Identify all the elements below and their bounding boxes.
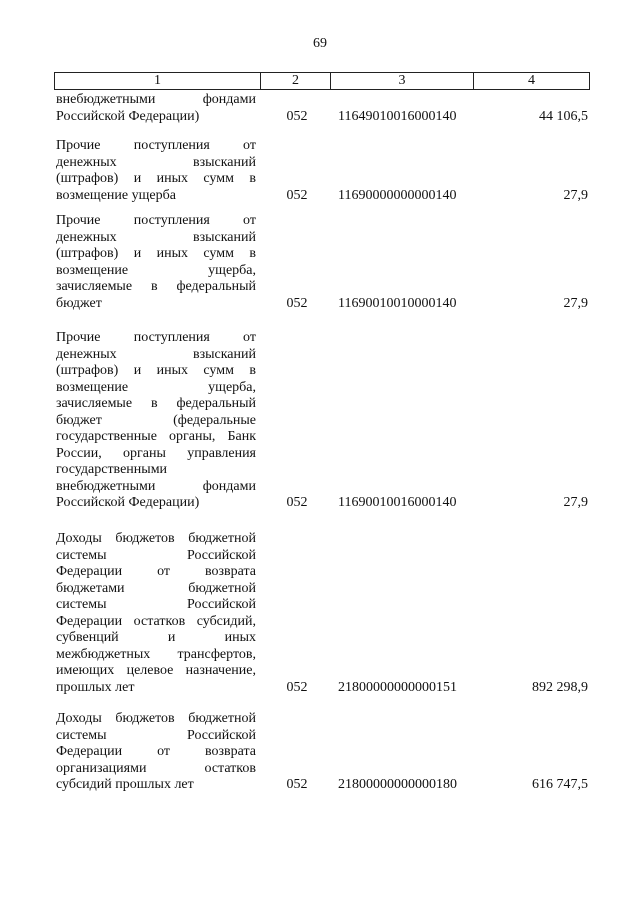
admin-code: 052 — [286, 679, 308, 695]
description-line: зачисляемые в федеральный — [56, 396, 256, 411]
description-line: государственные органы, Банк — [56, 429, 256, 444]
description-line: Федерации от возврата — [56, 564, 256, 579]
description-line: субсидий прошлых лет — [56, 777, 194, 792]
header-col-2: 2 — [261, 73, 331, 89]
admin-code: 052 — [286, 187, 308, 203]
row-description — [56, 711, 256, 794]
header-col-1: 1 — [55, 73, 261, 89]
description-line: системы Российской — [56, 597, 256, 612]
description-line: зачисляемые в федеральный — [56, 279, 256, 294]
budget-classification-code: 11690000000000140 — [338, 187, 457, 203]
admin-code: 052 — [286, 295, 308, 311]
description-line: бюджетами бюджетной — [56, 580, 256, 596]
description-line: Прочие поступления от — [56, 330, 256, 345]
amount: 27,9 — [563, 295, 588, 311]
description-line: России, органы управления — [56, 445, 256, 461]
description-line: Российской Федерации) — [56, 495, 200, 510]
admin-code: 052 — [286, 108, 308, 124]
description-line: денежных взысканий — [56, 154, 256, 170]
description-line: прошлых лет — [56, 679, 135, 695]
description-line: Российской Федерации) — [56, 108, 200, 124]
table-header — [54, 72, 590, 90]
row-description — [56, 330, 256, 512]
budget-classification-code: 21800000000000180 — [338, 777, 457, 792]
description-line: системы Российской — [56, 727, 256, 743]
description-line: Доходы бюджетов бюджетной — [56, 711, 256, 726]
description-line: организациями остатков — [56, 760, 256, 776]
header-col-4: 4 — [528, 73, 535, 88]
description-line: возмещение ущерба — [56, 187, 176, 203]
amount: 27,9 — [563, 495, 588, 510]
description-line: Доходы бюджетов бюджетной — [56, 531, 256, 546]
description-line: денежных взысканий — [56, 229, 256, 245]
row-description — [56, 213, 256, 312]
budget-classification-code: 11690010010000140 — [338, 295, 457, 311]
admin-code: 052 — [286, 495, 308, 510]
amount: 892 298,9 — [532, 679, 588, 695]
description-line: бюджет (федеральные — [56, 412, 256, 428]
description-line: межбюджетных трансфертов, — [56, 646, 256, 662]
description-line: Федерации остатков субсидий, — [56, 613, 256, 629]
admin-code: 052 — [286, 777, 308, 792]
description-line: (штрафов) и иных сумм в — [56, 246, 256, 261]
description-line: бюджет — [56, 295, 102, 311]
description-line: денежных взысканий — [56, 346, 256, 362]
amount: 27,9 — [563, 187, 588, 203]
description-line: Федерации от возврата — [56, 744, 256, 759]
description-line: имеющих целевое назначение, — [56, 663, 256, 678]
amount: 44 106,5 — [539, 108, 588, 124]
row-description — [56, 531, 256, 696]
budget-classification-code: 11649010016000140 — [338, 108, 457, 124]
description-line: системы Российской — [56, 547, 256, 563]
description-line: (штрафов) и иных сумм в — [56, 363, 256, 378]
description-line: возмещение ущерба, — [56, 262, 256, 278]
row-description — [56, 92, 256, 125]
description-line: возмещение ущерба, — [56, 379, 256, 395]
description-line: Прочие поступления от — [56, 213, 256, 228]
page-number: 69 — [313, 36, 327, 51]
description-line: внебюджетными фондами — [56, 478, 256, 494]
amount: 616 747,5 — [532, 777, 588, 792]
description-line: государственными — [56, 462, 168, 477]
description-line: (штрафов) и иных сумм в — [56, 171, 256, 186]
description-line: Прочие поступления от — [56, 138, 256, 153]
budget-classification-code: 11690010016000140 — [338, 495, 457, 510]
description-line: внебюджетными фондами — [56, 92, 256, 107]
row-description — [56, 138, 256, 204]
description-line: субвенций и иных — [56, 630, 256, 645]
budget-classification-code: 21800000000000151 — [338, 679, 457, 695]
header-col-3: 3 — [331, 73, 474, 89]
